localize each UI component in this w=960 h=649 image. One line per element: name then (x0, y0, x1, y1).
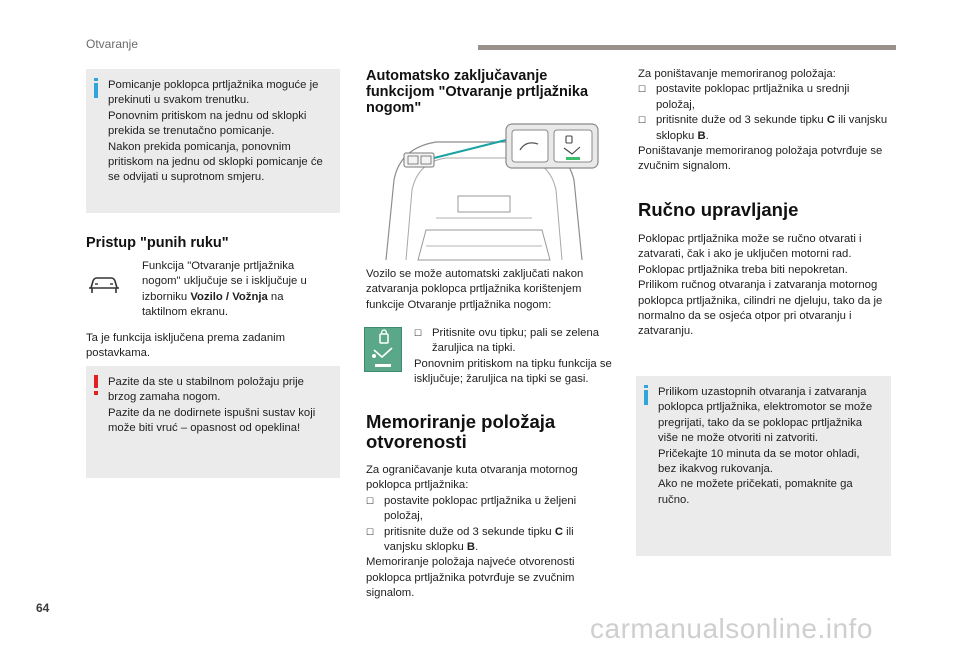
info-line: Pomicanje poklopca prtljažnika moguće je prekinuti u svakom trenutku. (108, 79, 319, 107)
memory-intro: Za ograničavanje kuta otvaranja motornog poklopca prtljažnika: (366, 464, 578, 492)
cancel-bullet-2 (638, 113, 888, 144)
key-b: B (697, 129, 706, 142)
memory-bullet-1-text: postavite poklopac prtljažnika u željeni položaj, (384, 494, 577, 523)
cancel-confirm: Poništavanje memoriranog položaja potvrđuje se zvučnim signalom. (638, 145, 883, 173)
tailgate-illustration (366, 120, 602, 262)
memory-bullet-2-text: pritisnite duže od 3 sekunde tipku (384, 525, 555, 538)
memory-bullet-2-mid: ili vanjsku sklopku (384, 525, 574, 554)
cancel-bullet-2-end: . (705, 129, 709, 142)
section-title-auto-lock: Automatsko zaključavanje funkcijom "Otvaranje prtljažnika nogom" (366, 68, 589, 116)
cancel-bullet-1 (638, 82, 888, 113)
memory-confirm: Memoriranje položaja najveće otvorenosti poklopca prtljažnika potvrđuje se zvučnim signalom. (366, 556, 575, 600)
section-title-memory: Memoriranje položaja otvorenosti (366, 411, 556, 452)
warning-box (86, 366, 340, 478)
warning-box-text (108, 375, 328, 437)
press-bullet (414, 326, 618, 357)
car-settings-icon (88, 273, 120, 295)
section-title-manual: Ručno upravljanje (638, 199, 799, 220)
info-line: Prilikom uzastopnih otvaranja i zatvaranja poklopca prtljažnika, elektromotor se može pregrijati, tako da se poklopac prtljažnika više ne može otvoriti ni zatvoriti. (658, 386, 873, 445)
press-note: Ponovnim pritiskom na tipku funkcija se isključuje; žaruljica na tipki se gasi. (414, 357, 612, 386)
info-line: Ako ne možete pričekati, pomaknite ga ručno. (658, 478, 853, 506)
description-text: Funkcija "Otvaranje prtljažnika nogom" uključuje se i isključuje u izborniku (142, 260, 307, 303)
bullet-marker: ☐ (366, 526, 375, 537)
press-bullet-text: Pritisnite ovu tipku; pali se zelena žaruljica na tipki. (432, 327, 600, 355)
info-line: Ponovnim pritiskom na jednu od sklopki prekida se trenutačno pomicanje. (108, 109, 307, 138)
default-note: Ta je funkcija isključena prema zadanim postavkama. (86, 332, 286, 360)
info-box-text (108, 78, 328, 186)
key-c: C (826, 114, 835, 127)
cancel-bullet-2-mid: ili vanjsku sklopku (656, 114, 888, 142)
warning-line: Pazite da ne dodirnete ispušni sustav koji može biti vruć – opasnost od opeklina! (108, 406, 316, 435)
warning-line: Pazite da ste u stabilnom položaju prije brzog zamaha nogom. (108, 376, 304, 404)
memory-instructions (366, 463, 614, 602)
press-button-instructions (414, 326, 618, 388)
menu-path: Vozilo / Vožnja (190, 290, 268, 303)
info-line: Nakon prekida pomicanja, ponovnim pritiskom na jednu od sklopki pomicanje će se odvijati u suprotnom smjeru. (108, 140, 323, 184)
watermark: carmanualsonline.info (590, 613, 873, 644)
cancel-bullet-2-text: pritisnite duže od 3 sekunde tipku (656, 114, 827, 127)
lock-button-icon (364, 327, 402, 372)
info-box-text (658, 385, 879, 508)
warning-icon (92, 375, 96, 400)
hands-free-description (142, 259, 314, 321)
info-line: Pričekajte 10 minuta da se motor ohladi, bez ikakvog rukovanja. (658, 447, 860, 476)
description-text-end: na taktilnom ekranu. (142, 290, 284, 319)
header-bar (478, 45, 896, 50)
memory-bullet-2 (366, 525, 614, 556)
section-title-hands-free: Pristup "punih ruku" (86, 235, 229, 251)
memory-bullet-2-end: . (475, 541, 479, 554)
key-b: B (466, 541, 476, 554)
header-title: Otvaranje (86, 37, 139, 51)
cancel-intro: Za poništavanje memoriranog položaja: (638, 68, 836, 80)
info-icon (92, 78, 96, 103)
bullet-marker: ☐ (366, 495, 375, 506)
manual-text: Poklopac prtljažnika može se ručno otvarati i zatvarati, čak i ako je uključen motorni rad. Poklopac prtljažnika treba biti nepokretan. Prilikom ručnog otvaranja i zatvaranja motornog poklopca prtljažnika, cilindri ne djeluju, tako da je normalno da se osjeća otpor pri otvaranju i zatvaranju. (638, 233, 883, 338)
auto-lock-intro: Vozilo se može automatski zaključati nakon zatvaranja poklopca prtljažnika korištenjem funkcije Otvaranje prtljažnika nogom: (366, 268, 584, 311)
memory-bullet-1 (366, 494, 614, 525)
info-box-interrupt (86, 69, 340, 213)
bullet-marker: ☐ (638, 115, 647, 126)
info-icon (642, 385, 646, 410)
bullet-marker: ☐ (414, 328, 423, 338)
page-number: 64 (36, 601, 50, 615)
key-c: C (554, 525, 563, 538)
cancel-instructions (638, 67, 888, 175)
info-box-overheat (636, 376, 891, 556)
bullet-marker: ☐ (638, 84, 647, 95)
cancel-bullet-1-text: postavite poklopac prtljažnika u srednji položaj, (656, 83, 850, 111)
